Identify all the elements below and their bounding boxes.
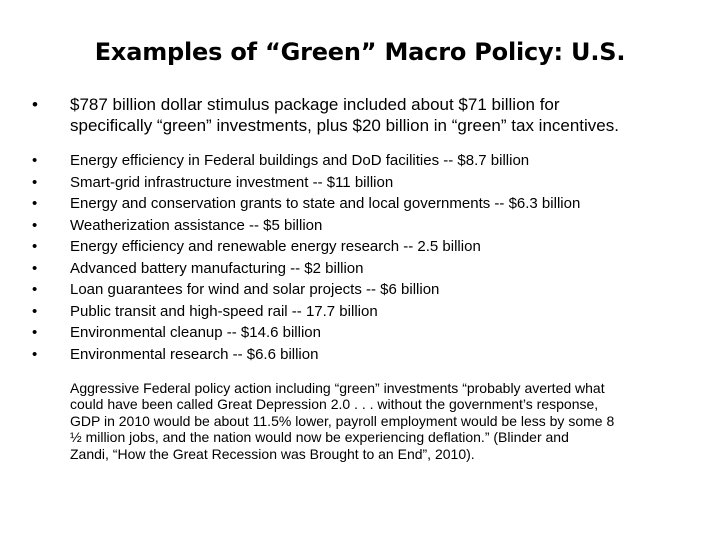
- intro-text: [70, 94, 702, 136]
- spending-list: [32, 151, 702, 366]
- bullet-marker: •: [32, 259, 38, 277]
- quote-line: could have been called Great Depression 2.0 . . . without the government’s response,: [70, 396, 599, 413]
- list-item-text: Energy efficiency and renewable energy research -- 2.5 billion: [70, 238, 481, 255]
- intro-bullet: [32, 94, 702, 136]
- list-item: [32, 194, 702, 216]
- list-item: [32, 345, 702, 367]
- list-item: [32, 280, 702, 302]
- list-item-text: Energy and conservation grants to state and local governments -- $6.3 billion: [70, 195, 581, 212]
- list-item: [32, 302, 702, 324]
- quote-line: GDP in 2010 would be about 11.5% lower, payroll employment would be less by some 8: [70, 412, 615, 429]
- list-item-text: Public transit and high-speed rail -- 17.7 billion: [70, 302, 378, 320]
- list-item: [32, 237, 702, 259]
- slide-title: Examples of “Green” Macro Policy: U.S.: [94, 38, 626, 66]
- list-item: [32, 323, 702, 345]
- list-item-text: Environmental research -- $6.6 billion: [70, 345, 319, 363]
- quote-line: Aggressive Federal policy action including “green” investments “probably averted what: [70, 380, 605, 396]
- intro-line-1: $787 billion dollar stimulus package included about $71 billion for: [70, 95, 560, 114]
- list-item-text: Weatherization assistance -- $5 billion: [70, 216, 323, 234]
- bullet-marker: •: [32, 195, 38, 212]
- bullet-marker: •: [32, 216, 38, 234]
- quote-line: ½ million jobs, and the nation would now be experiencing deflation.” (Blinder and: [70, 429, 569, 446]
- bullet-marker: •: [32, 152, 38, 169]
- bullet-marker: •: [32, 345, 38, 363]
- bullet-marker: •: [32, 95, 38, 114]
- list-item: [32, 151, 702, 173]
- list-item-text: Environmental cleanup -- $14.6 billion: [70, 324, 321, 341]
- bullet-marker: •: [32, 173, 38, 191]
- list-item: [32, 173, 702, 195]
- list-item-text: Smart-grid infrastructure investment -- $11 billion: [70, 173, 394, 191]
- bullet-marker: •: [32, 302, 38, 320]
- bullet-marker: •: [32, 238, 38, 255]
- quote-paragraph: [70, 380, 690, 462]
- bullet-marker: •: [32, 324, 38, 341]
- list-item-text: Energy efficiency in Federal buildings and DoD facilities -- $8.7 billion: [70, 152, 530, 169]
- list-item-text: Loan guarantees for wind and solar projects -- $6 billion: [70, 281, 440, 298]
- list-item-text: Advanced battery manufacturing -- $2 billion: [70, 259, 364, 277]
- list-item: [32, 216, 702, 238]
- bullet-marker: •: [32, 281, 38, 298]
- quote-line: Zandi, “How the Great Recession was Brought to an End”, 2010).: [70, 445, 475, 462]
- list-item: [32, 259, 702, 281]
- intro-line-2: specifically “green” investments, plus $20 billion in “green” tax incentives.: [70, 116, 619, 135]
